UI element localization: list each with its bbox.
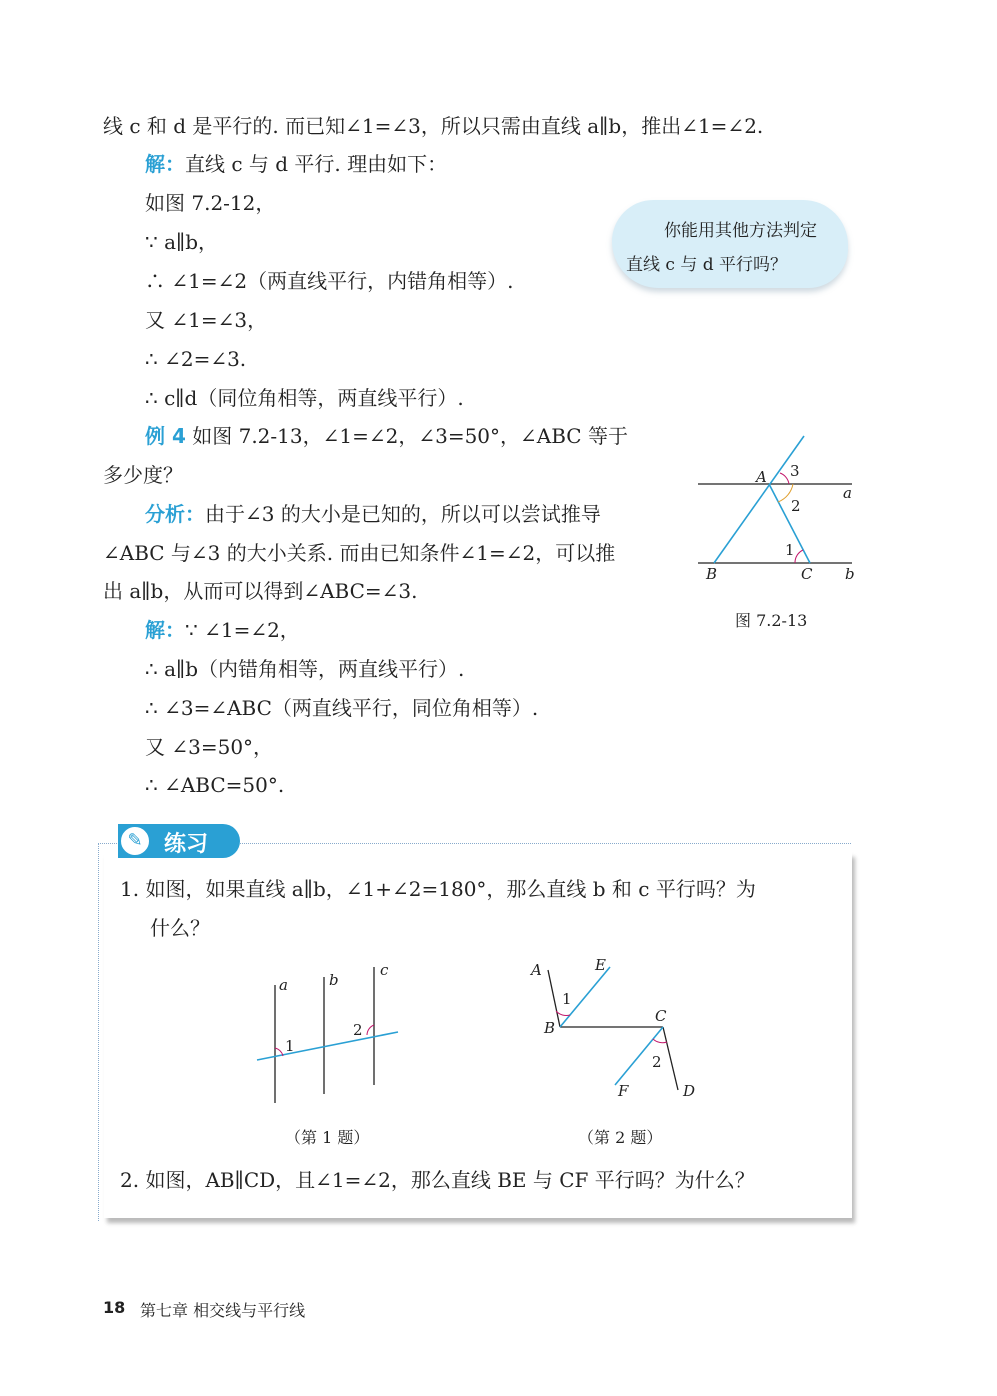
body-line (145, 617, 300, 643)
exercise-title: 练习 (164, 832, 209, 857)
body-line (145, 307, 267, 333)
figure-caption: 图 7.2-13 (735, 611, 808, 630)
label-D: D (683, 1082, 696, 1100)
body-line (145, 346, 246, 372)
arc-3 (780, 473, 789, 484)
figure-7-2-13 (690, 430, 860, 590)
body-line-text: ∴ ∠3=∠ABC（两直线平行，同位角相等）. (145, 696, 539, 720)
body-line (145, 423, 628, 449)
body-line-text: ∴ c∥d（同位角相等，两直线平行）. (145, 386, 464, 410)
body-line (145, 268, 513, 294)
label-a: a (279, 976, 288, 994)
thought-cloud (612, 200, 848, 288)
label-c: c (380, 961, 389, 979)
body-line (145, 656, 464, 682)
body-line (103, 462, 183, 488)
label-1: 1 (785, 541, 795, 559)
label-E: E (595, 956, 606, 974)
body-line-label: 例 4 (145, 424, 186, 448)
body-line-text: 又 ∠3=50°， (145, 735, 274, 759)
caption-exercise-2: （第 2 题） (578, 1128, 663, 1147)
body-line-text: 由于∠3 的大小是已知的，所以可以尝试推导 (205, 502, 601, 526)
figure-exercise-2 (525, 955, 715, 1105)
body-line (145, 772, 284, 798)
body-line-text: ∵ a∥b， (145, 230, 219, 254)
body-line-label: 分析： (145, 502, 205, 526)
body-line-text: ∴ ∠ABC=50°. (145, 773, 285, 797)
label-1: 1 (562, 990, 572, 1008)
body-line-text: 又 ∠1=∠3， (145, 308, 268, 332)
body-line (103, 113, 763, 139)
figure-exercise-1 (245, 955, 415, 1110)
cloud-text-2: 直线 c 与 d 平行吗？ (626, 255, 788, 275)
label-A: A (756, 468, 767, 486)
body-line-label: 解： (145, 152, 185, 176)
question-2: 2. 如图，AB∥CD，且∠1=∠2，那么直线 BE 与 CF 平行吗？为什么？ (120, 1168, 755, 1192)
body-line-text: 如图 7.2-13，∠1=∠2，∠3=50°，∠ABC 等于 (185, 424, 628, 448)
body-line (145, 151, 447, 177)
question-1-line-1: 1. 如图，如果直线 a∥b，∠1+∠2=180°，那么直线 b 和 c 平行吗？为 (120, 877, 756, 901)
question-1-line-2: 什么？ (150, 916, 210, 940)
label-2: 2 (353, 1021, 363, 1039)
label-b: b (845, 565, 855, 583)
body-line-text: 如图 7.2-12， (145, 191, 276, 215)
body-line (145, 734, 273, 760)
body-line-label: 解： (145, 618, 185, 642)
body-line-text: ∴ a∥b（内错角相等，两直线平行）. (145, 657, 465, 681)
label-C: C (801, 565, 813, 583)
body-line-text: ∴ ∠1=∠2（两直线平行，内错角相等）. (145, 269, 514, 293)
body-line (145, 190, 275, 216)
label-A: A (531, 961, 542, 979)
body-line (145, 229, 218, 255)
label-F: F (618, 1082, 629, 1100)
label-2: 2 (652, 1053, 662, 1071)
body-line-text: 多少度？ (103, 463, 183, 487)
body-line-text: ∠ABC 与∠3 的大小关系. 而由已知条件∠1=∠2，可以推 (103, 541, 616, 565)
cloud-text-1: 你能用其他方法判定 (664, 221, 817, 241)
body-line-text: 线 c 和 d 是平行的. 而已知∠1=∠3，所以只需由直线 a∥b，推出∠1=∠2. (103, 114, 764, 138)
exercise-header (118, 824, 240, 858)
label-b: b (329, 971, 339, 989)
body-line (145, 385, 464, 411)
chapter-title: 第七章 相交线与平行线 (140, 1301, 306, 1320)
arc-1 (795, 550, 803, 563)
label-B: B (544, 1019, 556, 1037)
body-line-text: 出 a∥b，从而可以得到∠ABC=∠3. (103, 579, 418, 603)
caption-exercise-1: （第 1 题） (285, 1128, 370, 1147)
body-line (145, 501, 601, 527)
label-B: B (706, 565, 718, 583)
body-line (103, 540, 615, 566)
label-1: 1 (285, 1037, 295, 1055)
body-line-text: ∴ ∠2=∠3. (145, 347, 247, 371)
body-line (145, 695, 538, 721)
exercise-panel (104, 852, 852, 1218)
body-line-text: ∵ ∠1=∠2， (185, 618, 300, 642)
page-number: 18 (103, 1298, 126, 1317)
label-C: C (655, 1007, 667, 1025)
label-a: a (843, 484, 852, 502)
label-2: 2 (791, 497, 801, 515)
label-3: 3 (790, 462, 800, 480)
pencil-icon: ✎ (118, 824, 152, 858)
body-line-text: 直线 c 与 d 平行. 理由如下： (185, 152, 448, 176)
body-line (103, 578, 418, 604)
